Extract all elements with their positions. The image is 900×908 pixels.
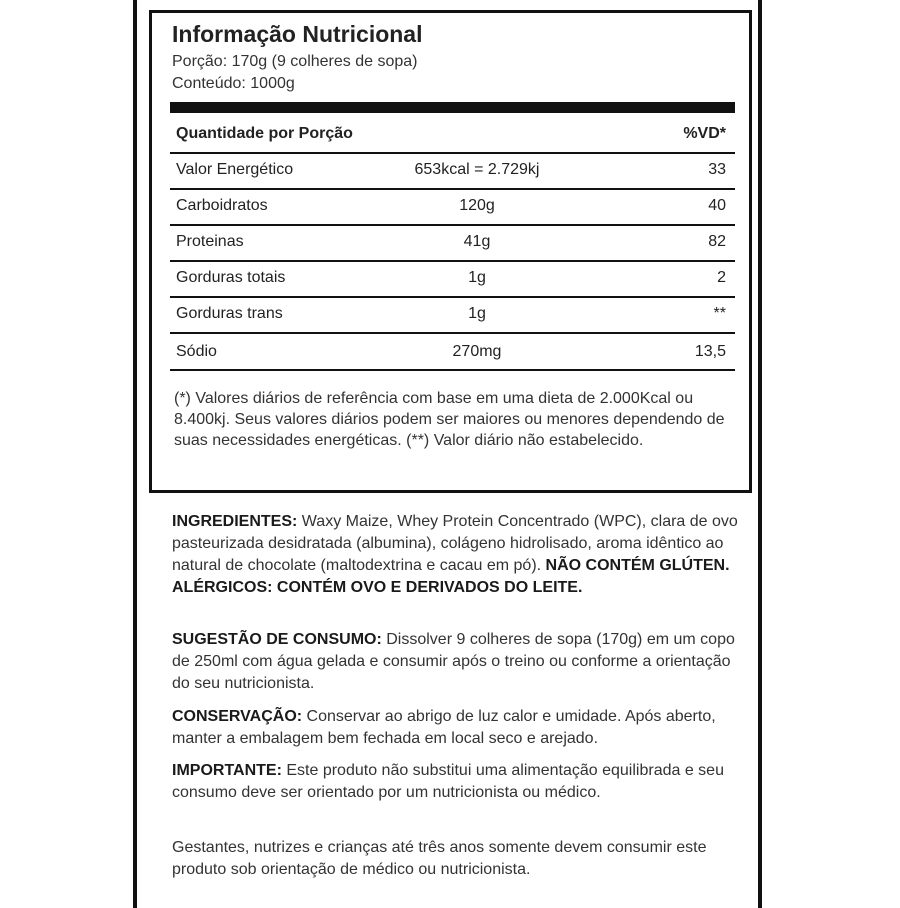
conservation-section bbox=[172, 706, 742, 750]
suggestion-section bbox=[172, 629, 742, 695]
table-header-row bbox=[172, 117, 730, 153]
ingredients-heading: INGREDIENTES: bbox=[172, 513, 298, 530]
conservation-heading: CONSERVAÇÃO: bbox=[172, 708, 303, 725]
nutrient-dv: 13,5 bbox=[694, 343, 726, 360]
nutrient-name: Gorduras totais bbox=[176, 269, 286, 286]
nutrient-amount: 653kcal = 2.729kj bbox=[414, 161, 540, 178]
ingredients-section bbox=[172, 511, 742, 599]
table-row bbox=[172, 261, 730, 297]
nutrient-dv: 82 bbox=[708, 233, 726, 250]
nutrient-amount: 41g bbox=[463, 233, 491, 250]
nutrient-name: Carboidratos bbox=[176, 197, 268, 214]
nutrient-name: Gorduras trans bbox=[176, 305, 283, 322]
nutrition-facts-box bbox=[149, 10, 752, 493]
nutrient-dv: 2 bbox=[717, 269, 726, 286]
nutrient-amount: 1g bbox=[468, 269, 486, 286]
nutrient-amount: 1g bbox=[468, 305, 486, 322]
table-row bbox=[172, 297, 730, 333]
nutrient-amount: 120g bbox=[459, 197, 495, 214]
nutrient-amount: 270mg bbox=[452, 343, 502, 360]
daily-value-footnote: (*) Valores diários de referência com base em uma dieta de 2.000Kcal ou 8.400kj. Seus valores diários podem ser maiores ou menores dependendo de suas necessidades energéticas. (**) Valor diário não estabelecido. bbox=[174, 390, 725, 449]
pregnancy-text: Gestantes, nutrizes e crianças até três anos somente devem consumir este produto sob orientação de médico ou nutricionista. bbox=[172, 839, 707, 878]
table-row bbox=[172, 335, 730, 371]
thick-divider bbox=[170, 102, 735, 113]
pregnancy-warning bbox=[172, 837, 742, 881]
nutrient-dv: ** bbox=[713, 305, 726, 322]
table-row bbox=[172, 189, 730, 225]
suggestion-text: Dissolver 9 colheres de sopa (170g) em um copo de 250ml com água gelada e consumir após o treino ou conforme a orientação do seu nutricionista. bbox=[172, 631, 735, 692]
conservation-text: Conservar ao abrigo de luz calor e umidade. Após aberto, manter a embalagem bem fechada em local seco e arejado. bbox=[172, 708, 716, 747]
important-heading: IMPORTANTE: bbox=[172, 762, 282, 779]
nutrient-dv: 40 bbox=[708, 197, 726, 214]
header-quantity-label: Quantidade por Porção bbox=[176, 125, 353, 142]
nutrition-title: Informação Nutricional bbox=[172, 21, 423, 47]
nutrient-name: Valor Energético bbox=[176, 161, 294, 178]
table-divider bbox=[170, 332, 735, 334]
header-dv-label: %VD* bbox=[683, 125, 726, 142]
allergen-warning: NÃO CONTÉM GLÚTEN. ALÉRGICOS: CONTÉM OVO E DERIVADOS DO LEITE. bbox=[172, 557, 730, 596]
net-content: Conteúdo: 1000g bbox=[172, 75, 295, 92]
nutrient-name: Proteinas bbox=[176, 233, 244, 250]
important-section bbox=[172, 760, 742, 804]
nutrient-name: Sódio bbox=[176, 343, 217, 360]
table-row bbox=[172, 225, 730, 261]
ingredients-text: Waxy Maize, Whey Protein Concentrado (WPC), clara de ovo pasteurizada desidratada (albumina), colágeno hidrolisado, aroma idêntico ao natural de chocolate (maltodextrina e cacau em pó). bbox=[172, 513, 738, 574]
important-text: Este produto não substitui uma alimentação equilibrada e seu consumo deve ser orientado por um nutricionista ou médico. bbox=[172, 762, 724, 801]
table-row bbox=[172, 153, 730, 189]
serving-size: Porção: 170g (9 colheres de sopa) bbox=[172, 53, 418, 70]
table-divider bbox=[170, 369, 735, 371]
suggestion-heading: SUGESTÃO DE CONSUMO: bbox=[172, 631, 382, 648]
nutrient-dv: 33 bbox=[708, 161, 726, 178]
